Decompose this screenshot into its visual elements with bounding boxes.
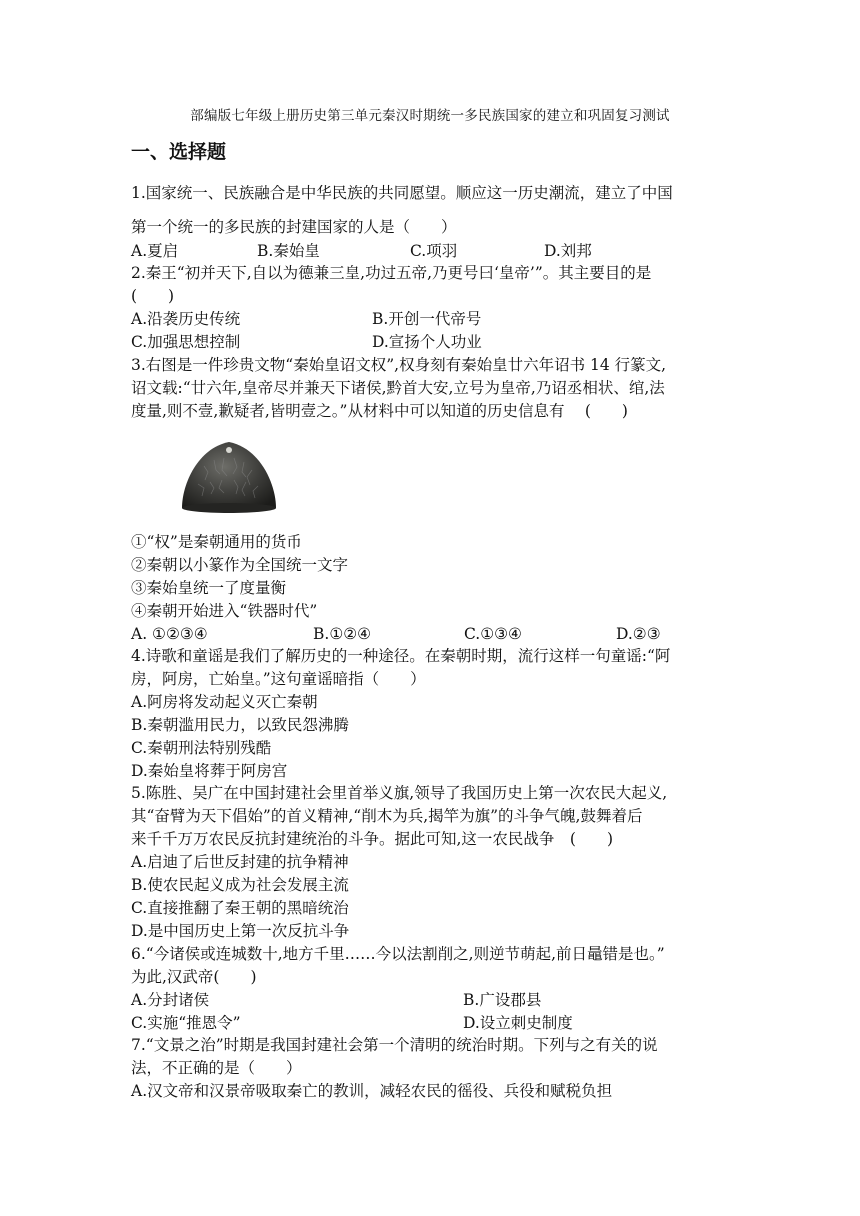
q1-option-d: D.刘邦: [544, 242, 592, 260]
q1-stem-line-1: 1.国家统一、民族融合是中华民族的共同愿望。顺应这一历史潮流，建立了中国: [131, 184, 673, 202]
q1-option-c: C.项羽: [410, 242, 458, 260]
q6-option-b: B.广设郡县: [463, 991, 542, 1009]
q7-option-a: A.汉文帝和汉景帝吸取秦亡的教训，减轻农民的徭役、兵役和赋税负担: [131, 1082, 613, 1100]
q3-statement-4: ④秦朝开始进入“铁器时代”: [131, 602, 318, 620]
q5-option-d: D.是中国历史上第一次反抗斗争: [131, 922, 350, 940]
section-heading: 一、选择题: [131, 141, 227, 163]
q7-stem-line-1: 7.“文景之治”时期是我国封建社会第一个清明的统治时期。下列与之有关的说: [131, 1036, 658, 1054]
q3-option-d: D.②③: [616, 625, 661, 643]
q2-stem-line-1: 2.秦王“初并天下,自以为德兼三皇,功过五帝,乃更号曰‘皇帝’”。其主要目的是: [131, 264, 652, 282]
q3-option-b: B.①②④: [313, 625, 372, 643]
q6-stem-line-2: 为此,汉武帝( ): [131, 968, 257, 986]
q4-stem-line-1: 4.诗歌和童谣是我们了解历史的一种途径。在秦朝时期，流行这样一句童谣:“阿: [131, 647, 671, 665]
q5-option-b: B.使农民起义成为社会发展主流: [131, 876, 349, 894]
q4-stem-line-2: 房，阿房，亡始皇。”这句童谣暗指（ ）: [131, 670, 426, 688]
q3-statement-1: ①“权”是秦朝通用的货币: [131, 533, 302, 551]
q5-option-a: A.启迪了后世反封建的抗争精神: [131, 853, 349, 871]
q3-statement-2: ②秦朝以小篆作为全国统一文字: [131, 556, 349, 574]
q3-stem-line-2: 诏文载:“廿六年,皇帝尽并兼天下诸侯,黔首大安,立号为皇帝,乃诏丞相状、绾,法: [131, 379, 665, 397]
q5-stem-line-2: 其“奋臂为天下倡始”的首义精神,“削木为兵,揭竿为旗”的斗争气魄,鼓舞着后: [131, 807, 643, 825]
q3-stem-line-3: 度量,则不壹,歉疑者,皆明壹之。”从材料中可以知道的历史信息有 ( ): [131, 402, 628, 420]
q3-statement-3: ③秦始皇统一了度量衡: [131, 579, 287, 597]
q6-option-a: A.分封诸侯: [131, 991, 210, 1009]
q6-stem-line-1: 6.“今诸侯或连城数十,地方千里……今以法割削之,则逆节萌起,前日鼂错是也。”: [131, 945, 665, 963]
q3-option-a: A. ①②③④: [131, 625, 208, 643]
q4-option-a: A.阿房将发动起义灭亡秦朝: [131, 693, 318, 711]
q1-option-a: A.夏启: [131, 242, 179, 260]
q5-option-c: C.直接推翻了秦王朝的黑暗统治: [131, 899, 349, 917]
q3-stem-line-1: 3.右图是一件珍贵文物“秦始皇诏文权”,权身刻有秦始皇廿六年诏书 14 行篆文,: [131, 356, 667, 374]
q6-option-c: C.实施“推恩令”: [131, 1014, 241, 1032]
q5-stem-line-3: 来千千万万农民反抗封建统治的斗争。据此可知,这一农民战争 ( ): [131, 830, 614, 848]
q5-stem-line-1: 5.陈胜、吴广在中国封建社会里首举义旗,领导了我国历史上第一次农民大起义,: [131, 784, 668, 802]
q3-option-c: C.①③④: [464, 625, 522, 643]
bronze-weight-artifact-image: [176, 436, 282, 516]
q4-option-d: D.秦始皇将葬于阿房宫: [131, 762, 288, 780]
q2-stem-line-2: ( ): [131, 287, 175, 305]
q2-option-d: D.宣扬个人功业: [372, 333, 482, 351]
q2-option-b: B.开创一代帝号: [372, 310, 482, 328]
q7-stem-line-2: 法，不正确的是（ ）: [131, 1059, 302, 1077]
q4-option-c: C.秦朝刑法特别残酷: [131, 739, 272, 757]
q1-option-b: B.秦始皇: [257, 242, 320, 260]
q4-option-b: B.秦朝滥用民力，以致民怨沸腾: [131, 716, 349, 734]
q1-stem-line-2: 第一个统一的多民族的封建国家的人是（ ）: [131, 218, 457, 236]
q2-option-a: A.沿袭历史传统: [131, 310, 241, 328]
q2-option-c: C.加强思想控制: [131, 333, 241, 351]
q6-option-d: D.设立刺史制度: [463, 1014, 573, 1032]
document-title: 部编版七年级上册历史第三单元秦汉时期统一多民族国家的建立和巩固复习测试: [190, 108, 670, 124]
